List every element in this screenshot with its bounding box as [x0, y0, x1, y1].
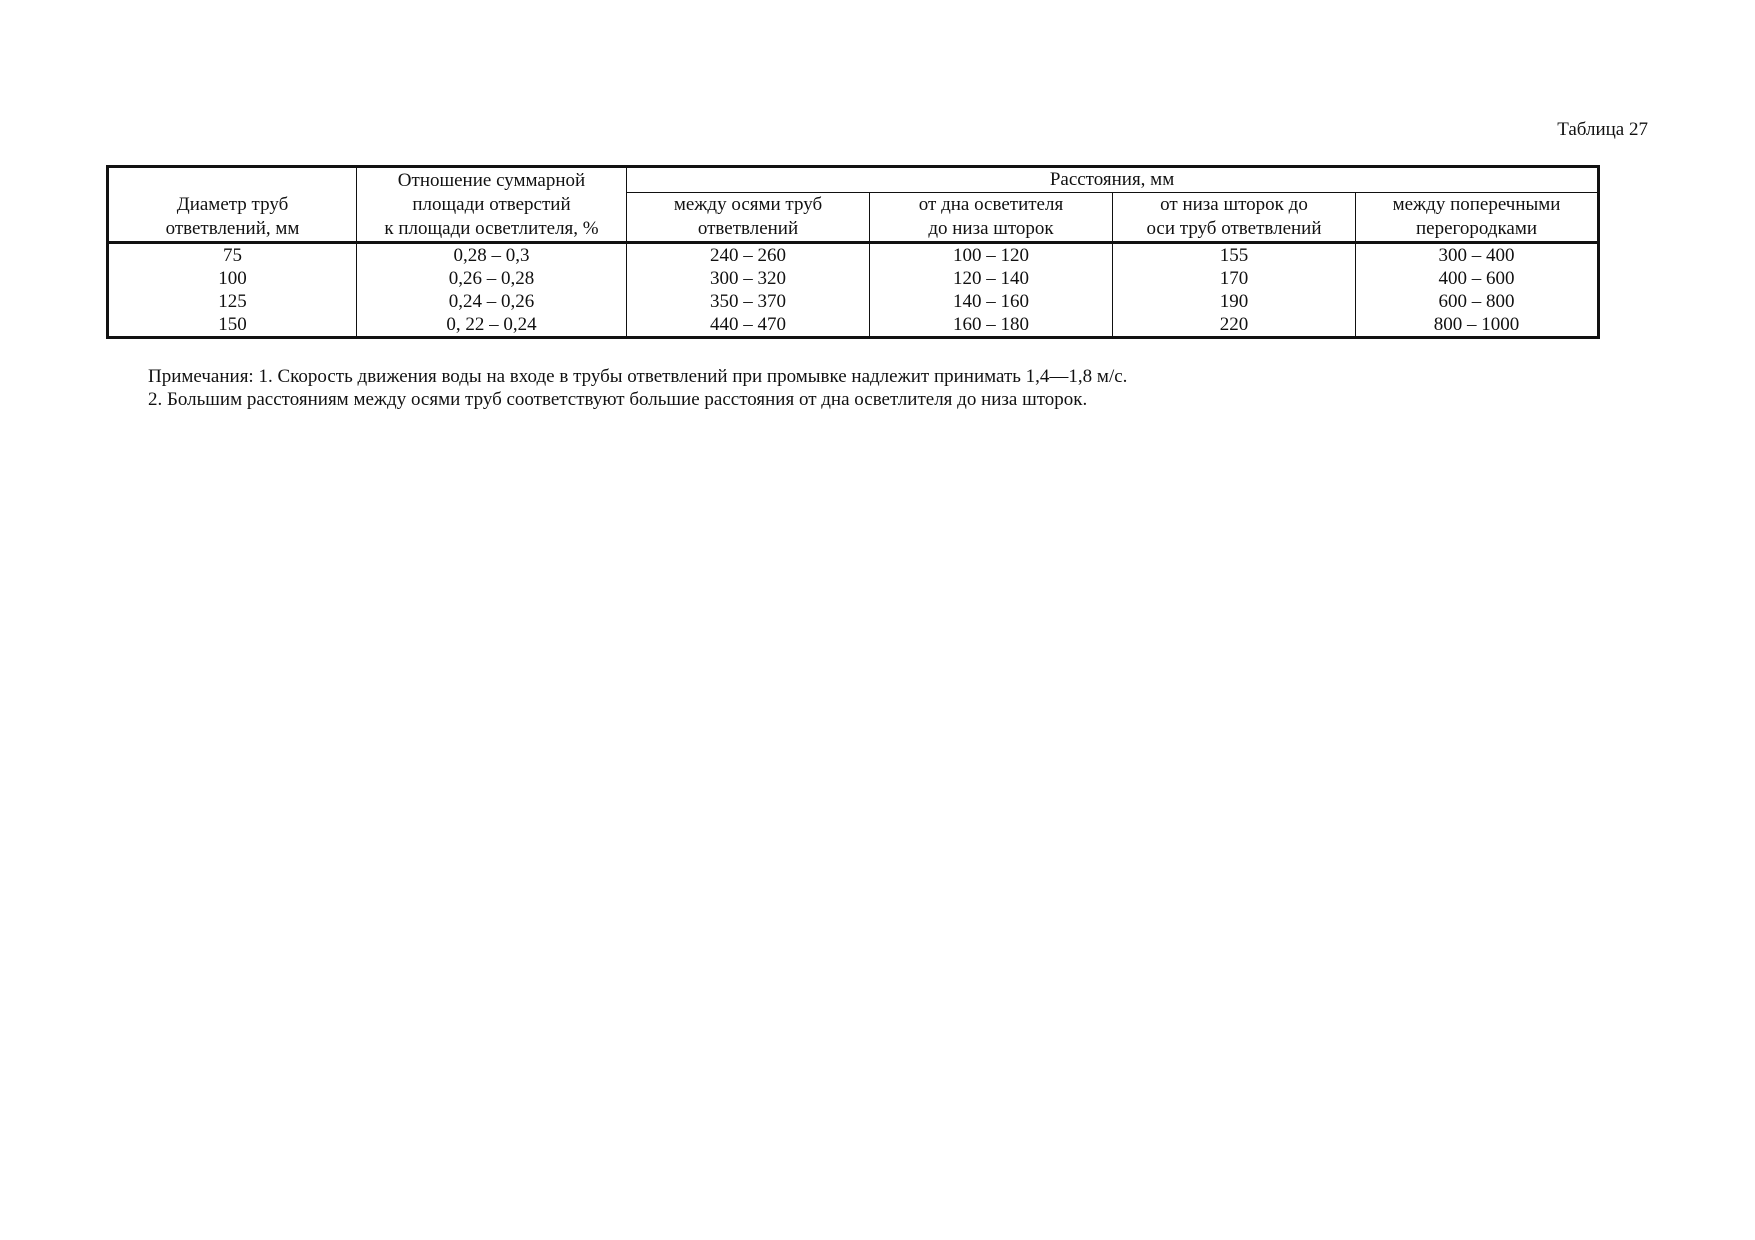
cell-partitions: 600 – 800 — [1356, 290, 1599, 313]
cell-shutters: 155 — [1113, 243, 1356, 268]
header-distances-group: Расстояния, мм — [627, 167, 1599, 193]
cell-ratio: 0, 22 – 0,24 — [357, 313, 627, 338]
note-2: 2. Большим расстояниям между осями труб соответствуют большие расстояния от дна осветлителя до низа шторок. — [148, 389, 1088, 410]
notes — [148, 365, 1127, 411]
cell-diameter: 150 — [108, 313, 357, 338]
cell-bottom: 100 – 120 — [870, 243, 1113, 268]
header-dist-partitions — [1356, 193, 1599, 243]
header-dist-shutters-line-2: оси труб ответвлений — [1146, 218, 1322, 239]
cell-shutters: 170 — [1113, 267, 1356, 290]
table-row — [108, 243, 1599, 268]
cell-diameter: 125 — [108, 290, 357, 313]
header-dist-shutters — [1113, 193, 1356, 243]
cell-shutters: 220 — [1113, 313, 1356, 338]
cell-axes: 440 – 470 — [627, 313, 870, 338]
cell-ratio: 0,24 – 0,26 — [357, 290, 627, 313]
header-dist-partitions-line-2: перегородками — [1416, 218, 1538, 239]
cell-partitions: 800 – 1000 — [1356, 313, 1599, 338]
table-row — [108, 290, 1599, 313]
header-dist-bottom — [870, 193, 1113, 243]
header-ratio-line-3: к площади осветлителя, % — [384, 218, 599, 239]
note-1: Примечания: 1. Скорость движения воды на входе в трубы ответвлений при промывке надлежит принимать 1,4—1,8 м/с. — [148, 366, 1128, 387]
cell-axes: 240 – 260 — [627, 243, 870, 268]
header-dist-shutters-line-1: от низа шторок до — [1160, 194, 1308, 215]
header-diameter-line-1: Диаметр труб — [176, 194, 289, 215]
cell-ratio: 0,26 – 0,28 — [357, 267, 627, 290]
header-dist-bottom-line-1: от дна осветителя — [918, 194, 1064, 215]
header-ratio — [357, 167, 627, 243]
cell-shutters: 190 — [1113, 290, 1356, 313]
cell-axes: 350 – 370 — [627, 290, 870, 313]
cell-bottom: 160 – 180 — [870, 313, 1113, 338]
header-diameter — [108, 167, 357, 243]
cell-bottom: 140 – 160 — [870, 290, 1113, 313]
header-dist-axes-line-2: ответвлений — [697, 218, 799, 239]
header-ratio-line-1: Отношение суммарной — [397, 170, 586, 191]
table-row — [108, 313, 1599, 338]
data-table — [106, 165, 1600, 339]
cell-partitions: 400 – 600 — [1356, 267, 1599, 290]
header-ratio-line-2: площади отверстий — [412, 194, 571, 215]
cell-axes: 300 – 320 — [627, 267, 870, 290]
cell-diameter: 75 — [108, 243, 357, 268]
header-dist-partitions-line-1: между поперечными — [1392, 194, 1561, 215]
cell-partitions: 300 – 400 — [1356, 243, 1599, 268]
cell-diameter: 100 — [108, 267, 357, 290]
table-row — [108, 267, 1599, 290]
header-dist-axes-line-1: между осями труб — [673, 194, 823, 215]
table-caption: Таблица 27 — [1557, 119, 1648, 140]
header-diameter-line-2: ответвлений, мм — [165, 218, 300, 239]
header-dist-axes — [627, 193, 870, 243]
cell-ratio: 0,28 – 0,3 — [357, 243, 627, 268]
header-dist-bottom-line-2: до низа шторок — [928, 218, 1054, 239]
cell-bottom: 120 – 140 — [870, 267, 1113, 290]
